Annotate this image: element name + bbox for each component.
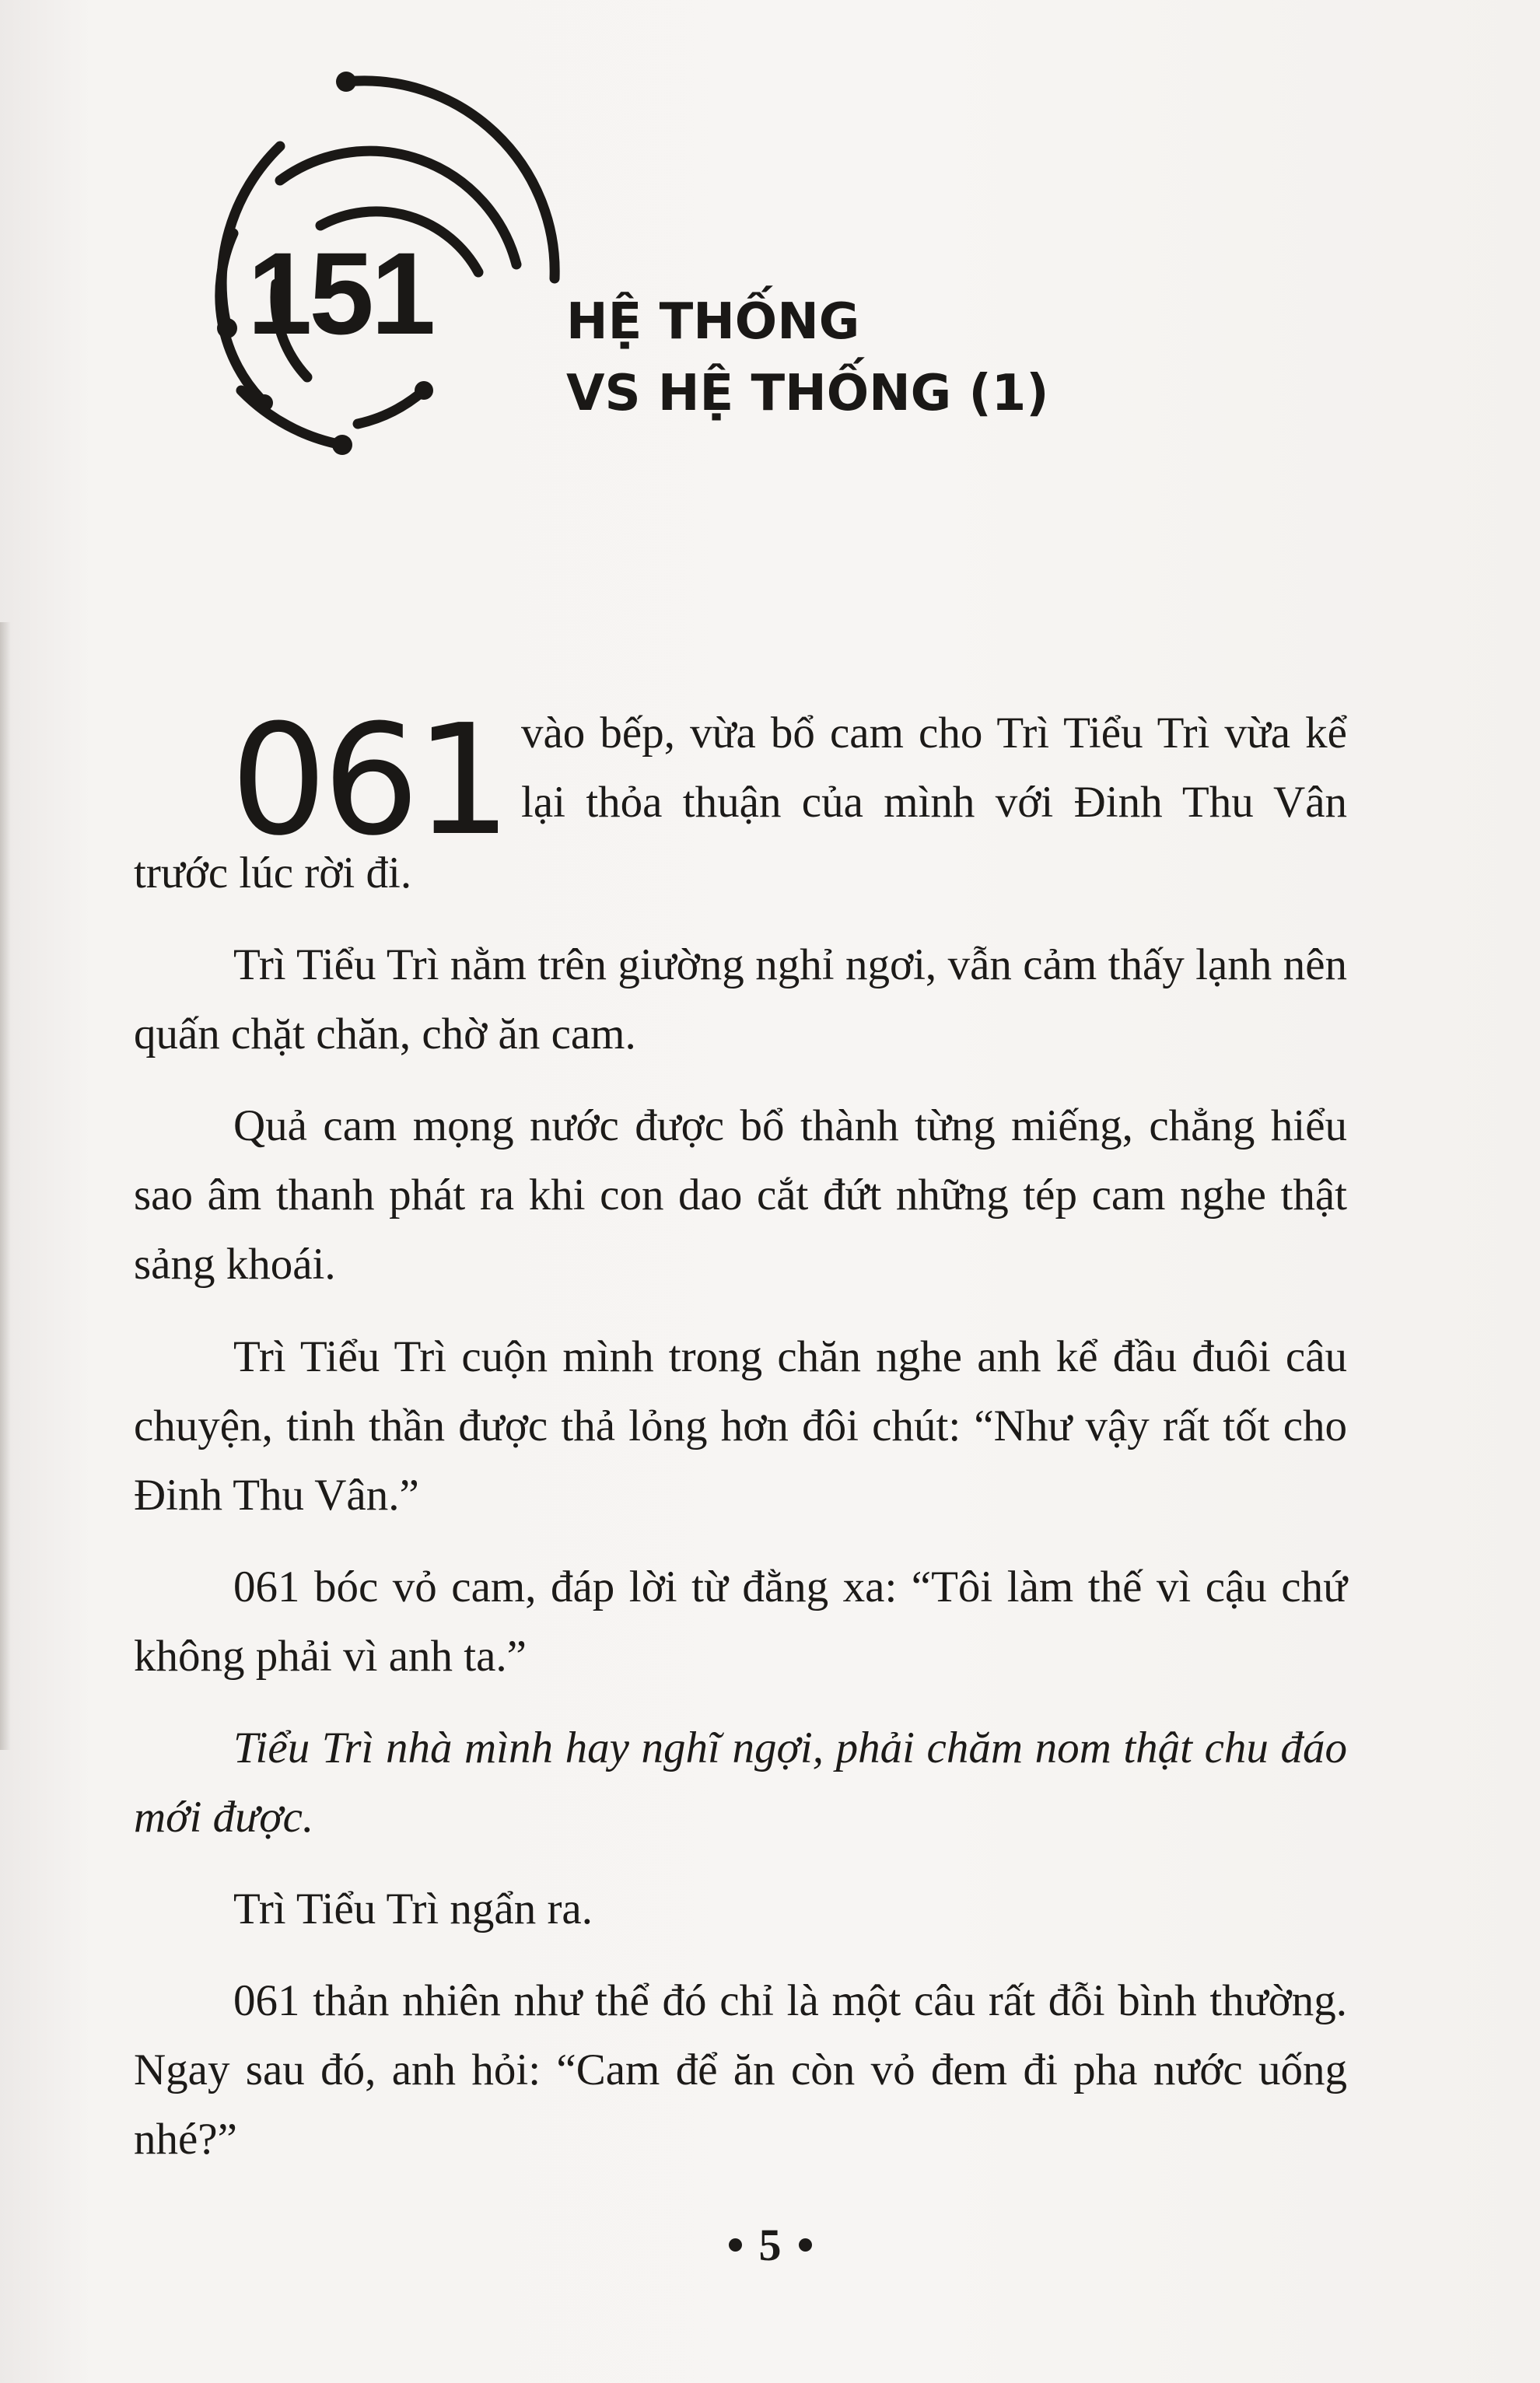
paragraph-1-line-1: vào bếp, vừa bổ cam cho Trì Tiểu Trì vừa kể — [521, 709, 1347, 758]
paragraph-1-line-2: lại thỏa thuận của mình với Đinh Thu Vân — [521, 778, 1347, 827]
ring-middle-bottom — [358, 390, 424, 424]
chapter-title-line-2: VS HỆ THỐNG (1) — [566, 365, 1049, 422]
ring-node — [415, 381, 433, 400]
spine-shadow — [0, 622, 11, 1750]
chapter-title-line-1: HỆ THỐNG — [566, 293, 860, 351]
folio-dot-right — [799, 2238, 812, 2252]
page-number: 5 — [758, 2220, 782, 2270]
folio-dot-left — [729, 2238, 742, 2252]
paragraph-2: Trì Tiểu Trì nằm trên giường nghỉ ngơi, vẫn cảm thấy lạnh nên quấn chặt chăn, chờ ăn cam. — [134, 940, 1347, 1059]
paragraph-5: 061 bóc vỏ cam, đáp lời từ đằng xa: “Tôi làm thế vì cậu chứ không phải vì anh ta.” — [134, 1562, 1347, 1681]
ring-node — [217, 318, 237, 338]
drop-cap: 061 — [230, 692, 508, 870]
paragraph-8: 061 thản nhiên như thể đó chỉ là một câu rất đỗi bình thường. Ngay sau đó, anh hỏi: “Cam để ăn còn vỏ đem đi pha nước uống nhé?” — [134, 1976, 1347, 2164]
paragraph-4: Trì Tiểu Trì cuộn mình trong chăn nghe anh kể đầu đuôi câu chuyện, tinh thần được thả lỏng hơn đôi chút: “Như vậy rất tốt cho Đinh Thu Vân.” — [134, 1332, 1347, 1520]
chapter-number: 151 — [247, 228, 433, 359]
paragraph-1-continuation: trước lúc rời đi. — [134, 849, 412, 898]
paragraph-7: Trì Tiểu Trì ngẩn ra. — [233, 1884, 593, 1933]
ring-node — [256, 394, 273, 411]
ring-node — [332, 435, 352, 455]
ring-node — [336, 72, 356, 92]
page-folio — [0, 2220, 1540, 2270]
paragraph-6-italic-thought: Tiểu Trì nhà mình hay nghĩ ngợi, phải chăm nom thật chu đáo mới được. — [134, 1723, 1347, 1842]
paragraph-3: Quả cam mọng nước được bổ thành từng miếng, chẳng hiểu sao âm thanh phát ra khi con dao cắt đứt những tép cam nghe thật sảng khoái. — [134, 1101, 1347, 1289]
